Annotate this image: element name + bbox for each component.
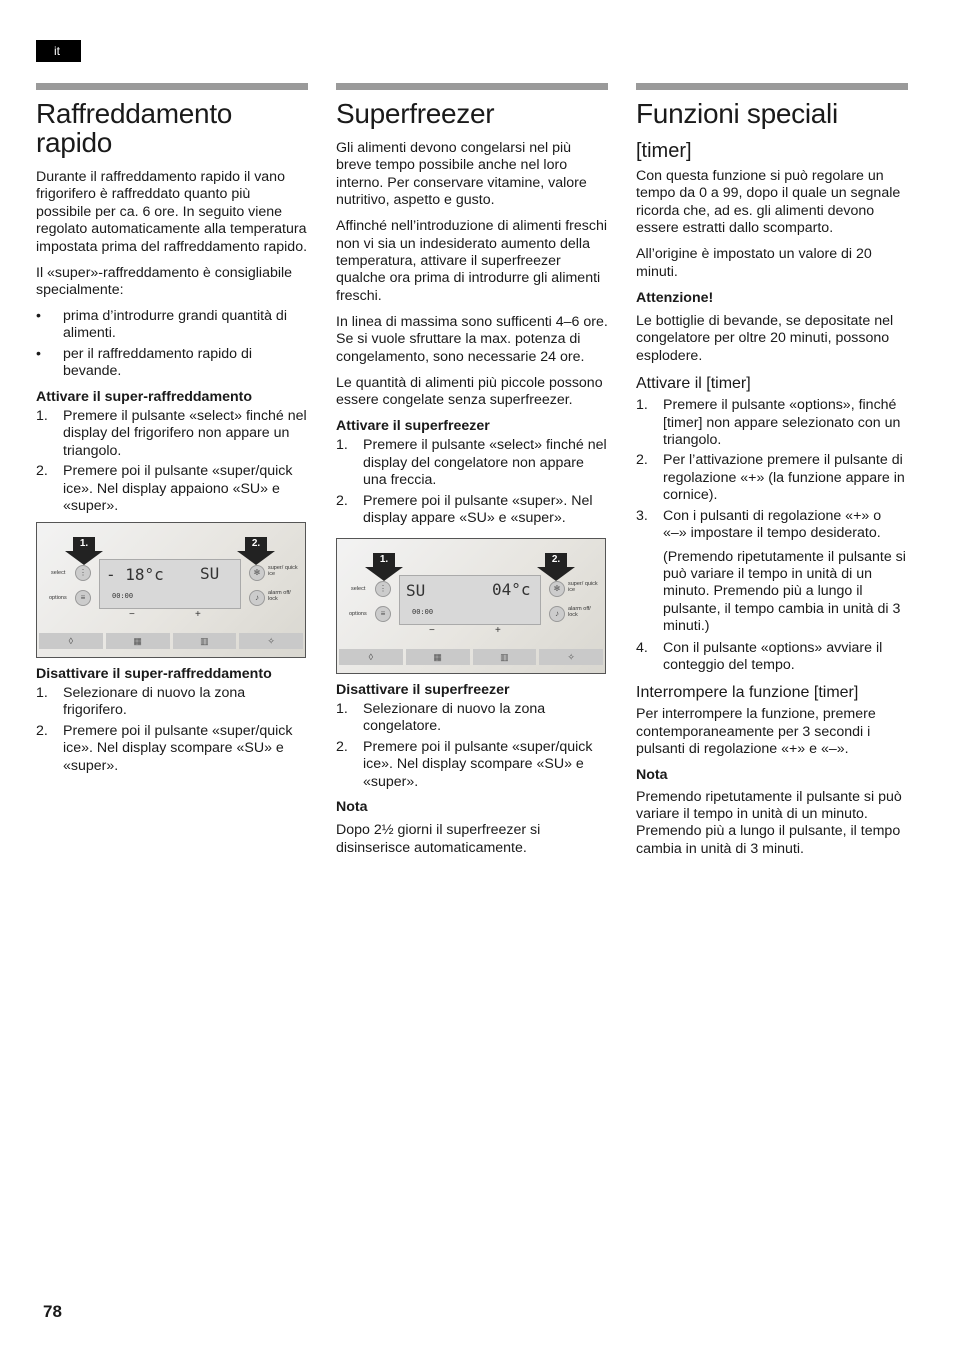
water-drop-icon: ◊ bbox=[339, 649, 403, 665]
display-screen: SU 00:00 04°c bbox=[399, 575, 541, 625]
list-item: 1. Premere il pulsante «options», finché [timer] non appare selezionato con un triangolo. bbox=[636, 397, 901, 449]
paragraph: Gli alimenti devono congelarsi nel più breve tempo possibile anche nel loro interno. Per conservare vitamine, valore nutritivo, aspetto e gusto. bbox=[336, 140, 587, 209]
paragraph: All’origine è impostato un valore di 20 minuti. bbox=[636, 246, 872, 280]
list-item: • prima d’introdurre grandi quantità di alimenti. bbox=[36, 308, 308, 343]
light-icon: ✧ bbox=[239, 633, 303, 649]
section-divider bbox=[336, 83, 608, 90]
arrow-down-icon: 2. bbox=[537, 553, 575, 581]
list-item: 2. Premere poi il pulsante «super». Nel display appare «SU» e «super». bbox=[336, 492, 593, 527]
options-label: options bbox=[49, 594, 67, 601]
column-quick-cooling bbox=[36, 83, 308, 781]
list-item: 1. Selezionare di nuovo la zona frigorifero. bbox=[36, 684, 246, 719]
list-item: 2. Per l’attivazione premere il pulsante di regolazione «+» (la funzione appare in cornice). bbox=[636, 452, 905, 504]
subheading: Disattivare il super-raffreddamento bbox=[36, 665, 272, 682]
step-continuation: (Premendo ripetutamente il pulsante si può variare il tempo in unità di un minuto. Premendo più a lungo il pulsante, il tempo cambia in unità di 3 minuti.) bbox=[663, 548, 906, 635]
paragraph: Con questa funzione si può regolare un tempo da 0 a 99, dopo il quale un segnale ricorda che, ad es. gli alimenti devono essere estratti dallo scomparto. bbox=[636, 168, 901, 237]
note-text: Dopo 2½ giorni il superfreezer si disinserisce automaticamente. bbox=[336, 822, 541, 856]
display-screen: - 18°c 00:00 SU bbox=[99, 559, 241, 609]
arrow-down-icon: 1. bbox=[365, 553, 403, 581]
minus-label: − bbox=[429, 624, 435, 636]
options-button-icon: ≡ bbox=[75, 590, 91, 606]
paragraph: Le quantità di alimenti più piccole possono essere congelate senza superfreezer. bbox=[336, 374, 603, 409]
attention-title: Attenzione! bbox=[636, 289, 714, 306]
control-panel-illustration bbox=[336, 538, 606, 674]
ice-cubes-icon: ▦ bbox=[406, 649, 470, 665]
note-title: Nota bbox=[636, 767, 668, 784]
icon-bar bbox=[39, 633, 303, 649]
list-item: 3. Con i pulsanti di regolazione «+» o «–» impostare il tempo desiderato. bbox=[636, 507, 882, 542]
column-superfreezer bbox=[336, 83, 608, 866]
steps-list bbox=[336, 437, 608, 527]
column-special-functions bbox=[636, 83, 908, 867]
select-button-icon: ⋮ bbox=[375, 581, 391, 597]
subheading: Attivare il [timer] bbox=[636, 375, 751, 393]
timer-heading: [timer] bbox=[636, 140, 692, 162]
list-item: 1. Selezionare di nuovo la zona congelatore. bbox=[336, 700, 546, 735]
steps-list bbox=[36, 408, 308, 515]
paragraph: Per interrompere la funzione, premere contemporaneamente per 3 secondi i pulsanti di regolazione «+» e «–». bbox=[636, 706, 876, 758]
plus-label: + bbox=[495, 624, 501, 636]
ice-cubes-icon: ▦ bbox=[106, 633, 170, 649]
snowflake-icon: ✻ bbox=[249, 565, 265, 581]
section-divider bbox=[636, 83, 908, 90]
list-item: 1. Premere il pulsante «select» finché nel display del congelatore non appare una freccia. bbox=[336, 437, 607, 489]
paragraph: Il «super»-raffreddamento è consigliabile specialmente: bbox=[36, 264, 293, 299]
paragraph: In linea di massima sono sufficenti 4–6 ore. Se si vuole sfruttare la max. potenza di congelamento, sono necessarie 24 ore. bbox=[336, 313, 608, 365]
list-item: 1. Premere il pulsante «select» finché nel display del frigorifero non appare un triangolo. bbox=[36, 408, 307, 459]
super-label: super/ quick ice bbox=[568, 580, 598, 593]
alarm-label: alarm off/ lock bbox=[268, 589, 291, 602]
note-title: Nota bbox=[336, 798, 368, 815]
steps-list bbox=[36, 685, 308, 775]
arrow-down-icon: 2. bbox=[237, 537, 275, 565]
snowflake-icon: ✻ bbox=[549, 581, 565, 597]
options-button-icon: ≡ bbox=[375, 606, 391, 622]
steps-list bbox=[336, 701, 608, 791]
subheading: Disattivare il superfreezer bbox=[336, 681, 510, 698]
select-label: select bbox=[51, 569, 66, 576]
light-icon: ✧ bbox=[539, 649, 603, 665]
control-panel-illustration bbox=[36, 522, 306, 658]
bullet-list bbox=[36, 308, 308, 381]
bell-off-icon: ♪ bbox=[549, 606, 565, 622]
section-divider bbox=[36, 83, 308, 90]
bell-off-icon: ♪ bbox=[249, 590, 265, 606]
section-title: Superfreezer bbox=[336, 98, 495, 129]
steps-list bbox=[636, 640, 908, 675]
select-label: select bbox=[351, 585, 366, 592]
paragraph: Durante il raffreddamento rapido il vano frigorifero è raffreddato quanto più possibile per ca. 6 ore. In seguito viene regolato automaticamente alla temperatura impostata prima del raffreddamento rapido. bbox=[36, 169, 308, 255]
options-label: options bbox=[349, 610, 367, 617]
list-item: • per il raffreddamento rapido di bevande. bbox=[36, 346, 308, 381]
arrow-down-icon: 1. bbox=[65, 537, 103, 565]
select-button-icon: ⋮ bbox=[75, 565, 91, 581]
list-item: 4. Con il pulsante «options» avviare il conteggio del tempo. bbox=[636, 639, 883, 673]
list-item: 2. Premere poi il pulsante «super/quick ice». Nel display appaiono «SU» e «super». bbox=[36, 463, 293, 515]
water-drop-icon: ◊ bbox=[39, 633, 103, 649]
minus-label: − bbox=[129, 608, 135, 620]
section-title: Raffreddamento rapido bbox=[36, 98, 233, 158]
crushed-ice-icon: ▥ bbox=[473, 649, 537, 665]
subheading: Interrompere la funzione [timer] bbox=[636, 684, 859, 702]
section-title: Funzioni speciali bbox=[636, 98, 838, 129]
list-item: 2. Premere poi il pulsante «super/quick ice». Nel display scompare «SU» e «super». bbox=[36, 722, 293, 774]
steps-list bbox=[636, 397, 908, 542]
subheading: Attivare il superfreezer bbox=[336, 418, 490, 435]
attention-text: Le bottiglie di bevande, se depositate nel congelatore per oltre 20 minuti, possono esplodere. bbox=[636, 313, 894, 364]
plus-label: + bbox=[195, 608, 201, 620]
super-label: super/ quick ice bbox=[268, 564, 298, 577]
subheading: Attivare il super-raffreddamento bbox=[36, 388, 253, 405]
language-tag: it bbox=[36, 40, 81, 62]
alarm-label: alarm off/ lock bbox=[568, 605, 591, 618]
list-item: 2. Premere poi il pulsante «super/quick ice». Nel display scompare «SU» e «super». bbox=[336, 738, 593, 790]
paragraph: Affinché nell’introduzione di alimenti freschi non vi sia un indesiderato aumento della temperatura, attivare il superfreezer qualche ora prima di introdurre gli alimenti freschi. bbox=[336, 218, 608, 304]
icon-bar bbox=[339, 649, 603, 665]
page-number: 78 bbox=[43, 1302, 62, 1321]
note-text: Premendo ripetutamente il pulsante si può variare il tempo in unità di un minuto. Premendo più a lungo il pulsante, il tempo cambia in unità di 3 minuti. bbox=[636, 788, 902, 857]
crushed-ice-icon: ▥ bbox=[173, 633, 237, 649]
